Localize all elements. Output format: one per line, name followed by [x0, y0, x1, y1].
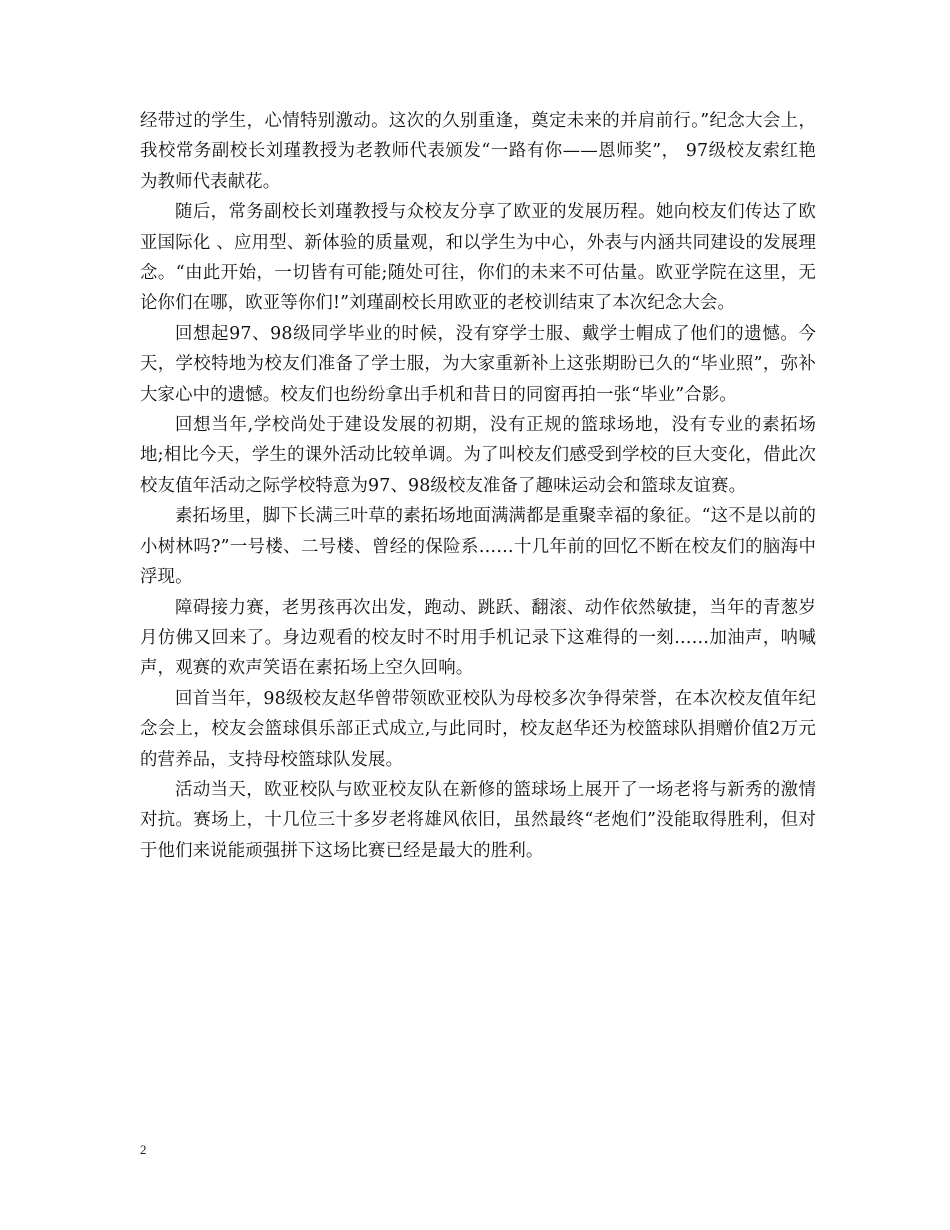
paragraph-5: 素拓场里，脚下长满三叶草的素拓场地面满满都是重聚幸福的象征。“这不是以前的小树林吗?”一号楼、二号楼、曾经的保险系……十几年前的回忆不断在校友们的脑海中浮现。	[140, 506, 816, 588]
paragraph-1: 经带过的学生，心情特别激动。这次的久别重逢，奠定未来的并肩前行。”纪念大会上，我校常务副校长刘瑾教授为老教师代表颁发“一路有你——恩师奖”， 97级校友索红艳为教师代表献花。	[140, 111, 816, 192]
paragraph-8: 活动当天，欧亚校队与欧亚校友队在新修的篮球场上展开了一场老将与新秀的激情对抗。赛场上，十几位三十多岁老将雄风依旧，虽然最终“老炮们”没能取得胜利，但对于他们来说能顽强拼下这场比赛已经是最大的胜利。	[140, 779, 816, 861]
paragraph-4: 回想当年,学校尚处于建设发展的初期，没有正规的篮球场地，没有专业的素拓场地;相比今天，学生的课外活动比较单调。为了叫校友们感受到学校的巨大变化，借此次校友值年活动之际学校特意为97、98级校友准备了趣味运动会和篮球友谊赛。	[140, 415, 816, 496]
paragraph-6: 障碍接力赛，老男孩再次出发，跑动、跳跃、翻滚、动作依然敏捷，当年的青葱岁月仿佛又回来了。身边观看的校友时不时用手机记录下这难得的一刻……加油声，呐喊声，观赛的欢声笑语在素拓场上空久回响。	[140, 597, 816, 679]
document-body	[140, 106, 816, 866]
paragraph-2: 随后，常务副校长刘瑾教授与众校友分享了欧亚的发展历程。她向校友们传达了欧亚国际化 、应用型、新体验的质量观，和以学生为中心，外表与内涵共同建设的发展理念。“由此开始，一切皆有可能;随处可往，你们的未来不可估量。欧亚学院在这里，无论你们在哪，欧亚等你们!”刘瑾副校长用欧亚的老校训结束了本次纪念大会。	[140, 202, 816, 314]
paragraph-3: 回想起97、98级同学毕业的时候，没有穿学士服、戴学士帽成了他们的遗憾。今天，学校特地为校友们准备了学士服，为大家重新补上这张期盼已久的“毕业照”，弥补大家心中的遗憾。校友们也纷纷拿出手机和昔日的同窗再拍一张“毕业”合影。	[140, 323, 816, 405]
page-number: 2	[140, 1142, 147, 1157]
paragraph-7: 回首当年，98级校友赵华曾带领欧亚校队为母校多次争得荣誉，在本次校友值年纪念会上，校友会篮球俱乐部正式成立,与此同时，校友赵华还为校篮球队捐赠价值2万元的营养品，支持母校篮球队发展。	[140, 688, 816, 770]
